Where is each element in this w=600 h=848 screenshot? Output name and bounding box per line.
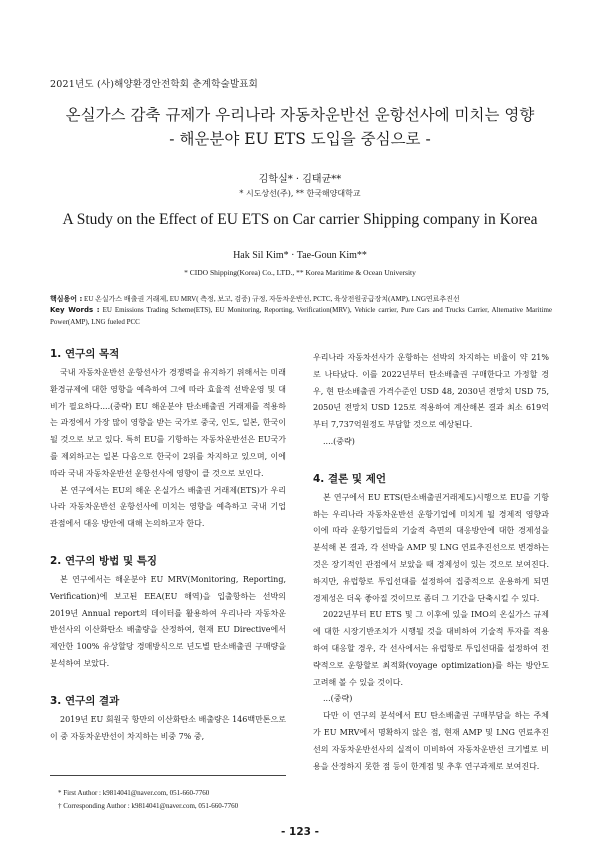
title-korean-line1: 온실가스 감축 규제가 우리나라 자동차운반선 운항선사에 미치는 영향 xyxy=(65,106,535,124)
section-1-paragraph-2: 본 연구에서는 EU의 해운 온실가스 배출권 거래제(ETS)가 우리나라 자동차운반선 운항선사에 미치는 영향을 예측하고 국내 기업 관점에서 대응 방안에 대해 논의하고자 한다. xyxy=(50,485,286,529)
section-1-paragraph-1: 국내 자동차운반선 운항선사가 경쟁력을 유지하기 위해서는 미래 환경규제에 대한 영향을 예측하여 그에 따라 효율적 선박운영 및 대비가 필요하다....(중략) EU 해운분야 탄소배출권 거래제를 적용하는 과정에서 가장 많이 영향을 받는 국가로 중국, 인도, 일본, 한국이 될 것으로 보고 있다. 특히 EU를 기항하는 자동차운반선은 EU국가를 제외하고는 일본 다음으로 한국이 2위를 차지하고 있으며, 이에 따라 국내 자동차운반선 운항선사에 영향이 클 것으로 보인다. xyxy=(50,368,286,478)
affiliation-english: * CIDO Shipping(Korea) Co., LTD., ** Korea Maritime & Ocean University xyxy=(184,268,416,277)
section-4-paragraph-4: 다만 이 연구의 분석에서 EU 탄소배출권 구매부담을 하는 주체가 EU MRV에서 명확하지 않은 점, 현재 AMP 및 LNG 연료추진선의 자동차운반선사의 실적이 미비하여 자동차운반선 크기별로 비용을 산정하지 못한 점 등이 한계점 및 추후 연구과제로 보여진다. xyxy=(313,711,549,771)
section-3-paragraph-2: ....(중략) xyxy=(323,436,355,446)
section-2-heading: 2. 연구의 방법 및 특징 xyxy=(50,554,158,567)
section-3-paragraph-1: 2019년 EU 회원국 항만의 이산화탄소 배출량은 146백만톤으로 이 중 자동차운반선이 차지하는 비중 7% 중, xyxy=(50,714,286,741)
keywords-english-label: Key Words : xyxy=(50,306,100,314)
page-number: - 123 - xyxy=(281,826,319,838)
section-4-paragraph-2: 2022년부터 EU ETS 및 그 이후에 있을 IMO의 온실가스 규제에 대한 시장기반조치가 시행될 것을 대비하여 기술적 투자를 적용하여 대응할 경우, 각 선사에서는 유럽항로 투입선대를 설정하여 전략적으로 운항할로 최적화(voyage optimization)를 하는 방안도 고려해 볼 수 있을 것이다. xyxy=(313,610,549,687)
footnote-corresponding-author: † Corresponding Author : k9814041@naver.com, 051-660-7760 xyxy=(58,802,239,810)
left-column xyxy=(50,346,286,746)
keywords-english xyxy=(50,305,552,328)
section-3-heading: 3. 연구의 결과 xyxy=(50,694,120,707)
section-2-paragraph-1: 본 연구에서는 해운분야 EU MRV(Monitoring, Reporting, Verification)에 보고된 EEA(EU 해역)을 입출항하는 선박의 2019년 Annual report의 데이터를 활용하여 우리나라 자동차운반선사의 이산화탄소 배출량을 산정하여, 현재 EU Directive에서 제안한 100% 유상할당 경매방식으로 년도별 탄소배출권 구매량을 분석하여 보았다. xyxy=(50,574,286,668)
keywords-korean-text: EU 온실가스 배출권 거래제, EU MRV( 측정, 보고, 검증) 규정, 자동차운반선, PCTC, 육상전원공급장치(AMP), LNG연료추진선 xyxy=(84,295,460,303)
title-english: A Study on the Effect of EU ETS on Car carrier Shipping company in Korea xyxy=(62,211,538,228)
section-4-heading: 4. 결론 및 제언 xyxy=(313,472,386,485)
title-korean-line2: - 해운분야 EU ETS 도입을 중심으로 - xyxy=(169,130,431,148)
section-4-paragraph-3: ...(중략) xyxy=(323,694,353,704)
authors-korean: 김학실* · 김태균** xyxy=(258,174,342,185)
keywords-korean xyxy=(50,294,552,306)
section-1-heading: 1. 연구의 목적 xyxy=(50,348,120,360)
conference-header: 2021년도 (사)해양환경안전학회 춘계학술발표회 xyxy=(50,79,259,90)
section-4-paragraph-1: 본 연구에서 EU ETS(탄소배출권거래제도)시행으로 EU를 기항하는 우리나라 자동차운반선 운항기업에 미치게 될 경제적 영향과 이에 따라 운항기업들의 기술적 측면의 대응방안에 대한 경제성을 분석해 본 결과, 각 선박을 AMP 및 LNG 연료추진선으로 변경하는 것은 장기적인 관점에서 보았을 때 경제성이 있는 것으로 보여진다. 하지만, 유럽항로 투입선대를 설정하여 집중적으로 운용하게 되면 경제성은 더욱 좋아질 것이므로 좀더 그 기간을 단축시킬 수 있다. xyxy=(313,492,549,603)
right-column xyxy=(313,350,549,775)
section-3-paragraph-1-continued: 우리나라 자동차선사가 운항하는 선박의 차지하는 비율이 약 21%로 나타났다. 이를 2022년부터 탄소배출권 구매한다고 가정할 경우, 현 탄소배출권 가격수준인 USD 48, 2030년 전망치 USD 75, 2050년 전망치 USD 125로 적용하여 계산해본 결과 최소 619억부터 7,737억원정도 부담할 것으로 예상된다. xyxy=(313,353,549,430)
authors-english: Hak Sil Kim* · Tae-Goun Kim** xyxy=(233,250,367,261)
footnote-first-author: * First Author : k9814041@naver.com, 051-660-7760 xyxy=(58,789,210,797)
footnote-divider xyxy=(50,775,286,776)
affiliation-korean: * 시도상선(주), ** 한국해양대학교 xyxy=(239,189,361,198)
keywords-korean-label: 핵심용어 : xyxy=(50,295,83,303)
keywords-english-text: EU Emissions Trading Scheme(ETS), EU Monitoring, Reporting, Verification(MRV), Vehicle carrier, Pure Cars and Trucks Carrier, Alternative Maritime Power(AMP), LNG fueled PCC xyxy=(50,306,552,326)
